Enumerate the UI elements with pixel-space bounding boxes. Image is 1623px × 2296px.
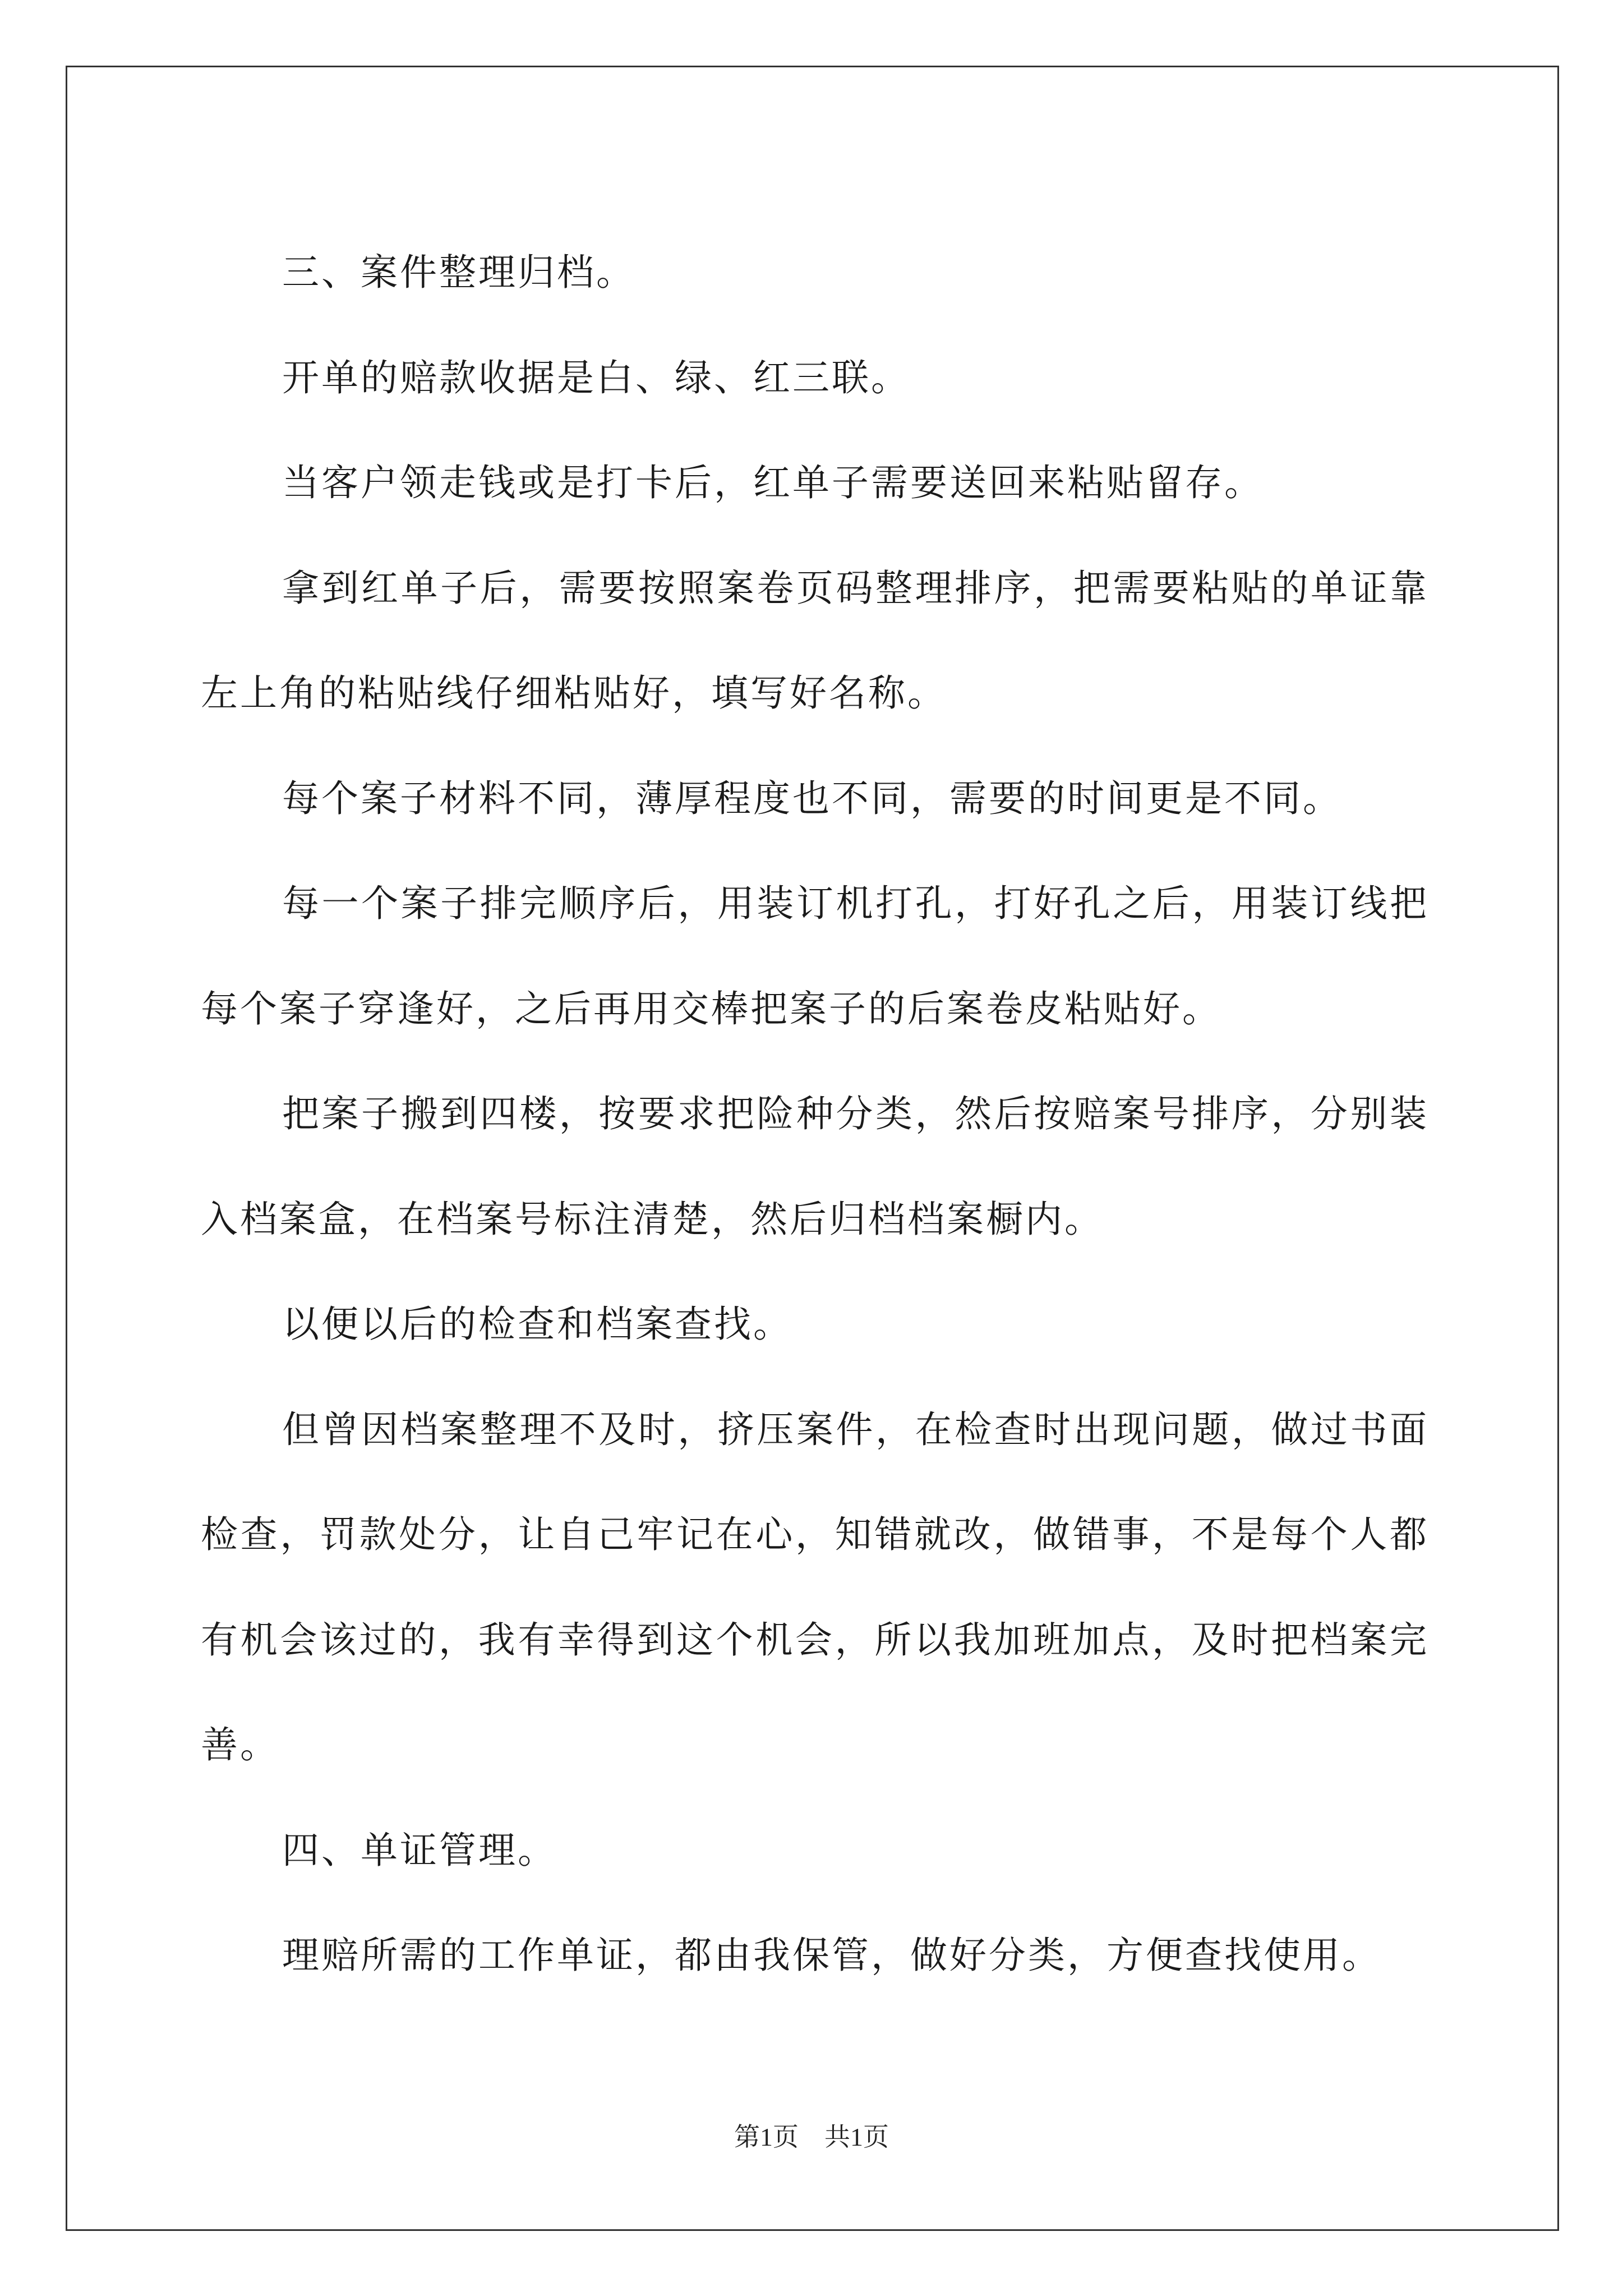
paragraph-future-lookup: 以便以后的检查和档案查找。 <box>282 1303 792 1346</box>
paragraph-document-custody: 理赔所需的工作单证，都由我保管，做好分类，方便查找使用。 <box>282 1934 1381 1977</box>
paragraph-binding: 每一个案子排完顺序后，用装订机打孔，打好孔之后，用装订线把每个案子穿逢好，之后再用交棒把案子的后案卷皮粘贴好。 <box>201 882 1429 1030</box>
paragraph-red-slip-return: 当客户领走钱或是打卡后，红单子需要送回来粘贴留存。 <box>282 461 1264 504</box>
paragraph-case-materials: 每个案子材料不同，薄厚程度也不同，需要的时间更是不同。 <box>282 776 1342 820</box>
paragraph-section-three-heading: 三、案件整理归档。 <box>282 251 635 294</box>
document-body <box>201 220 1429 2008</box>
paragraph-sorting-pasting: 拿到红单子后，需要按照案卷页码整理排序，把需要粘贴的单证靠左上角的粘贴线仔细粘贴好，填写好名称。 <box>201 566 1429 715</box>
paragraph-archiving: 把案子搬到四楼，按要求把险种分类，然后按赔案号排序，分别装入档案盒，在档案号标注清楚，然后归档档案橱内。 <box>201 1092 1429 1241</box>
paragraph-section-four-heading: 四、单证管理。 <box>282 1828 557 1872</box>
paragraph-lesson-learned: 但曾因档案整理不及时，挤压案件，在检查时出现问题，做过书面检查，罚款处分，让自己牢记在心，知错就改，做错事，不是每个人都有机会该过的，我有幸得到这个机会，所以我加班加点，及时把档案完善。 <box>201 1407 1429 1766</box>
paragraph-receipt-copies: 开单的赔款收据是白、绿、红三联。 <box>282 356 910 399</box>
page-number-footer: 第1页 共1页 <box>734 2123 889 2151</box>
